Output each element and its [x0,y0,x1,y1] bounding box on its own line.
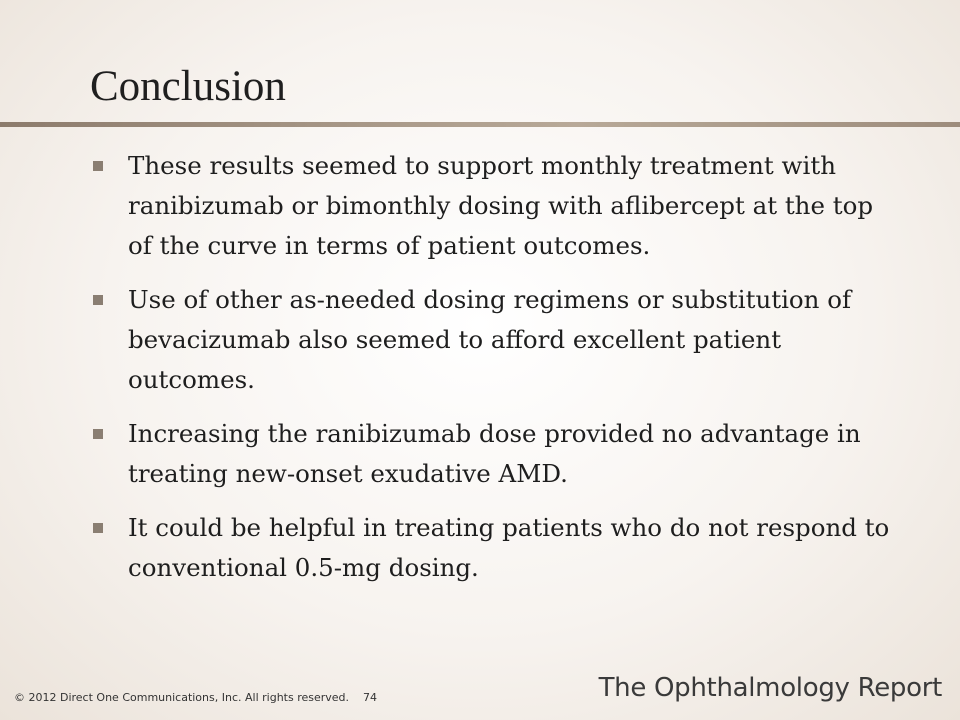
bullet-list [90,146,890,602]
square-bullet-icon [93,523,103,533]
bullet-item [90,146,890,266]
bullet-text: It could be helpful in treating patients who do not respond to conventional 0.5-mg dosing. [128,513,890,582]
title-divider [0,122,960,127]
square-bullet-icon [93,295,103,305]
bullet-text: Increasing the ranibizumab dose provided no advantage in treating new-onset exudative AMD. [128,419,861,488]
brand-logo: The Ophthalmology Report [598,673,942,703]
bullet-item [90,280,890,400]
bullet-text: Use of other as-needed dosing regimens or substitution of bevacizumab also seemed to afford excellent patient outcomes. [128,285,852,394]
bullet-item [90,414,890,494]
bullet-item [90,508,890,588]
slide-title: Conclusion [90,63,286,110]
page-number: 74 [363,691,378,704]
bullet-text: These results seemed to support monthly treatment with ranibizumab or bimonthly dosing with aflibercept at the top of the curve in terms of patient outcomes. [128,151,874,260]
square-bullet-icon [93,429,103,439]
copyright-text: © 2012 Direct One Communications, Inc. All rights reserved. [14,691,350,704]
square-bullet-icon [93,161,103,171]
footer-copyright [14,691,377,704]
